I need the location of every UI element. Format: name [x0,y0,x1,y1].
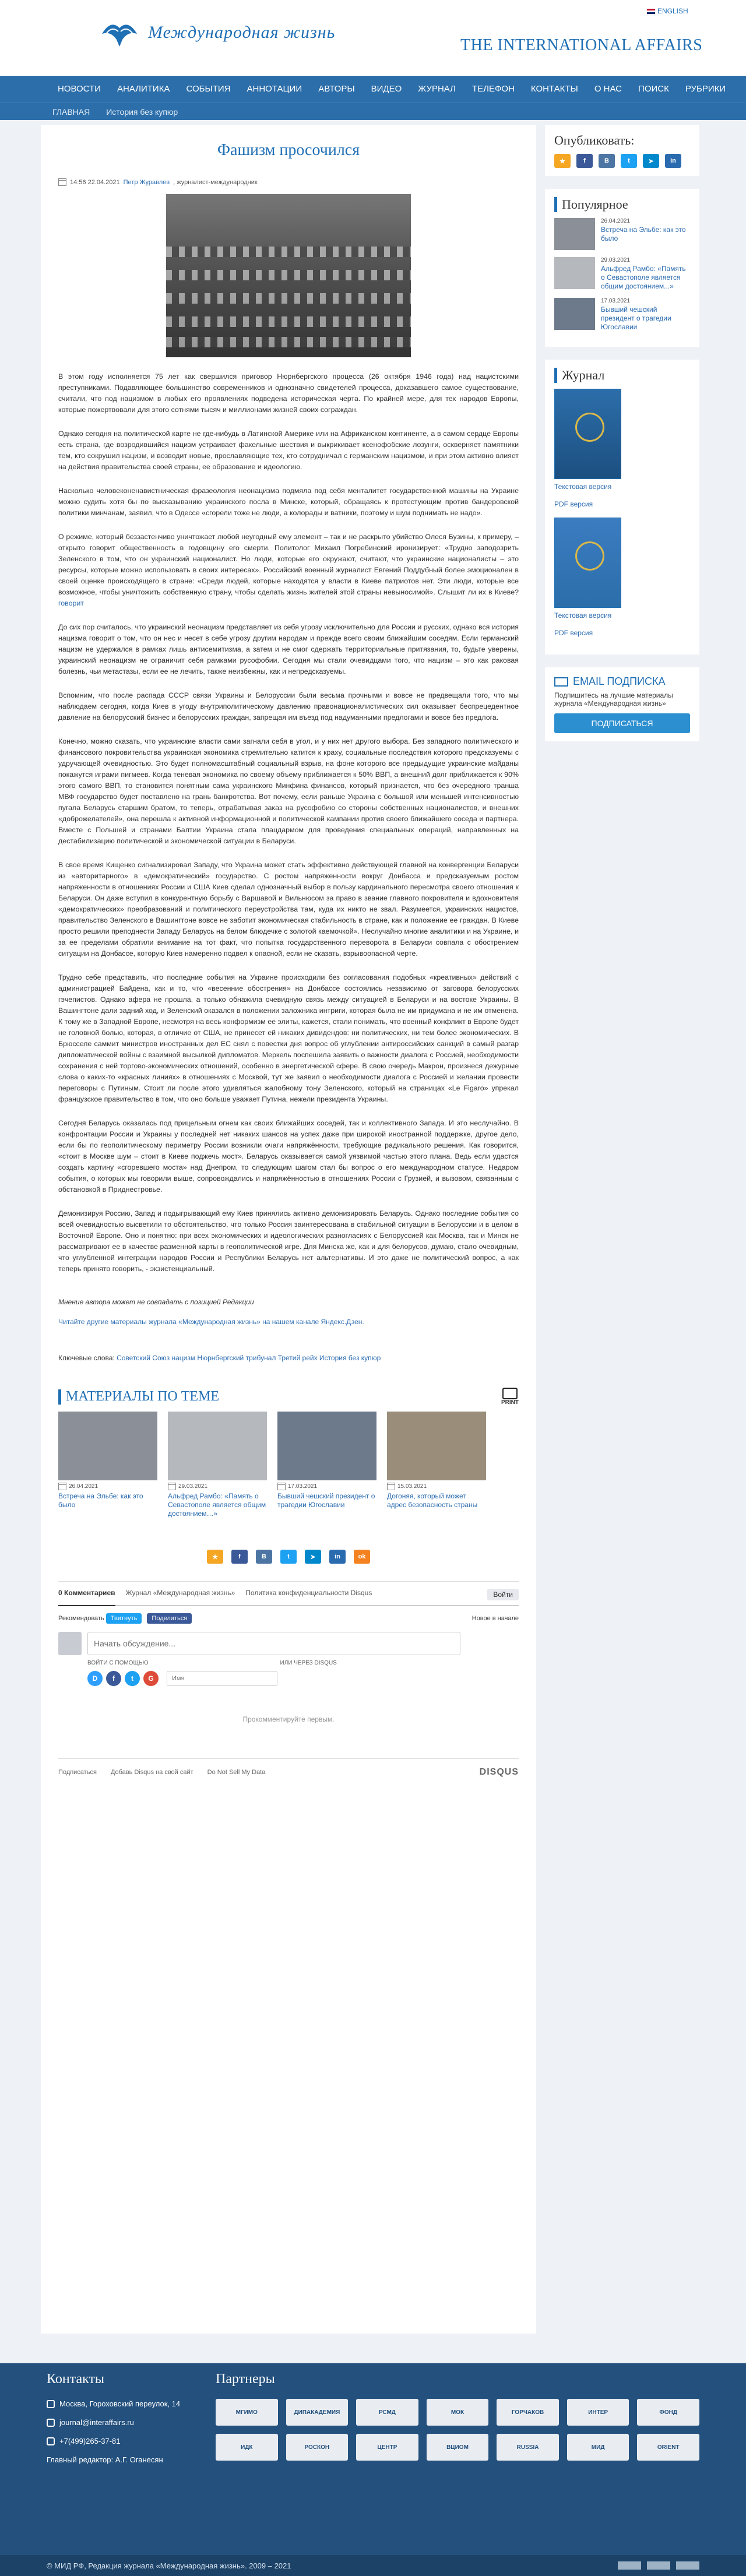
article-paragraph: Однако сегодня на политической карте не где-нибудь в Латинской Америке или на Африканском континенте, а в самом сердце Европы есть страна, где возродившийся нацизм устраивает факельные шествия и выкрикивает ксенофобские лозунги, оскверняет памятники тем, кто сокрушил нацизм, и возводит новые, прославляющие тех, кто сотрудничал с германским нацизмом, и при этом активно влияет на действия правительства своей страны, ее образование и идеологию. [58,430,519,471]
telegram-share-icon[interactable]: ➤ [643,154,659,168]
nav-item-annotations[interactable]: АННОТАЦИИ [247,84,302,94]
tab-comments[interactable]: 0 Комментариев [58,1589,115,1606]
related-card-date: 17.03.2021 [277,1483,376,1490]
no-comments-message: Прокомментируйте первым. [242,1715,335,1723]
email-text: Подпишитесь на лучшие материалы журнала «Международная жизнь» [554,691,673,708]
article-paragraph: В этом году исполняется 75 лет как свершился приговор Нюрнбергского процесса (26 октября 1946 года) над нацистскими преступниками. Подавляющее большинство современников и однозначно свидетелей процесса, доказавшего самое существование, считали, что под нацизмом в любых его проявлениях подведена историческая черта. По крайней мере, для тех народов Европы, которые пожертвовали для этого сотнями тысяч и миллионами жизней своих сограждан. [58,372,519,414]
site-header [0,0,746,76]
related-card-image[interactable] [277,1412,376,1480]
main-nav [0,76,746,103]
popular-title: Популярное [554,197,690,212]
popular-box [545,189,699,347]
publish-title: Опубликовать: [554,133,635,147]
popular-link[interactable]: Альфред Рамбо: «Память о Севастополе является общим достоянием...» [601,265,686,290]
login-with-label: ВОЙТИ С ПОМОЩЬЮ [87,1660,149,1666]
twitter-share-icon[interactable]: t [621,154,637,168]
popular-image[interactable] [554,298,595,330]
google-login-icon[interactable]: G [143,1671,159,1686]
share-buttons [58,1550,519,1564]
nav-item-events[interactable]: СОБЫТИЯ [186,84,231,94]
popular-item[interactable] [554,257,690,291]
popular-image[interactable] [554,257,595,289]
keywords-links[interactable]: Советский Союз нацизм Нюрнбергский трибунал Третий рейх История без купюр [117,1354,381,1362]
related-card-title[interactable]: Бывший чешский президент о трагедии Югославии [277,1492,375,1509]
partner-logo[interactable]: МИД [567,2434,629,2461]
comment-input[interactable] [87,1632,460,1655]
article-paragraph: Вспомним, что после распада СССР связи Украины и Белоруссии были весьма прочными и вовсе не предвещали того, что мы наблюдаем сегодня, когда Киев в угоду внутриполитическому давлению правонационалистических сил оказывает беспрецедентное давление на белорусский бизнес и белорусских граждан, запрещая им въезд под надуманными предлогами и вовсе без предлога. [58,691,519,722]
journal-box [545,360,699,654]
partner-logo[interactable]: ИДК [216,2434,278,2461]
pdf-version-link[interactable]: PDF версия [554,500,593,508]
footer-partners [216,2371,699,2461]
footer-partners-title: Партнеры [216,2371,275,2387]
envelope-icon [554,677,568,687]
related-card[interactable] [58,1412,157,1518]
telegram-share-icon[interactable]: ➤ [305,1550,321,1564]
article-paragraph: До сих пор считалось, что украинский неонацизм представляет из себя угрозу исключительно для России и русских, однако вся история нацизма говорит о том, что он нес и несет в себе угрозу другим народам и прежде всего своим ближайшим соседям. Если германский нацизм не удержался в рамках лишь антисемитизма, а затем и не смог сдержать территориальные притязания, то, будьте уверены, украинский неонацизм не ограничит себя рамками русофобии. Сегодня мы стали очевидцами того, что нацизм – это как раковая болезнь, чьи метастазы, если ее не лечить, также неизбежны, как и непредсказуемы. [58,623,519,675]
partner-logo[interactable]: РОСКОН [286,2434,349,2461]
recommend-button[interactable]: Рекомендовать [58,1615,104,1622]
partner-logo[interactable]: ORIENT [637,2434,699,2461]
publish-share-buttons [554,154,690,168]
email-header: EMAIL ПОДПИСКА [554,675,690,688]
facebook-share-icon[interactable]: f [231,1550,248,1564]
phone-icon [47,2437,55,2445]
nav-item-video[interactable]: ВИДЕО [371,84,402,94]
related-card-date: 15.03.2021 [387,1483,486,1490]
inline-link[interactable]: говорит [58,599,84,607]
disqus-tabs [58,1589,519,1606]
site-footer [0,2363,746,2576]
text-version-link[interactable]: Текстовая версия [554,611,612,620]
sidebar [545,125,699,741]
article-date: 14:56 22.04.2021 [70,178,120,186]
email-subscribe-box [545,667,699,741]
partner-logo[interactable]: МГИМО [216,2399,278,2426]
popular-date: 17.03.2021 [601,298,631,304]
related-card-title[interactable]: Догоняя, который может адрес безопасность страны [387,1492,478,1509]
paragraph-text: О режиме, который беззастенчиво уничтожает любой неугодный ему элемент – так и не раскрыто убийство Олеся Бузины, к примеру, – открыто говорит общественность в годовщину его смерти. Политолог Михаил Погребинский иронизирует: «Трудно заподозрить Зеленского в том, что он украинский националист. Но люди, которые его окружают, считают, что украинские националисты – это ресурсы, которые можно использовать в своих интересах». Российский военный журналист Евгений Поддубный более эмоционален в своей оценке происходящего в стране: «Среди людей, которые находятся у власти в Киеве патриотов нет. Эти люди, которые все возможное, чтобы уничтожить собственную страну, чтобы сделать жизнь жителей этой страны невыносимой». Слышит ли их в Киеве? [58,533,519,596]
article-title: Фашизм просочился [217,141,360,159]
bookmark-share-icon[interactable]: ★ [207,1550,223,1564]
name-input[interactable] [167,1671,277,1686]
mail-icon [47,2419,55,2427]
popular-date: 29.03.2021 [601,257,631,263]
journal-cover[interactable] [554,389,621,479]
counter-badge[interactable] [618,2561,641,2570]
calendar-icon [277,1483,286,1490]
breadcrumb [0,103,746,120]
ok-share-icon[interactable]: ok [354,1550,370,1564]
login-options [87,1660,460,1666]
footer-editor: Главный редактор: А.Г. Оганесян [47,2455,163,2464]
related-header [58,1388,519,1406]
partner-logo[interactable]: ГОРЧАКОВ [497,2399,559,2426]
article-paragraph: В свое время Кищенко сигнализировал Западу, что Украина может стать эффективно действующей главной на конвергенции Беларуси из «авторитарного» в «демократический» государство. С ростом напряженности вокруг Донбасса и предсказуемым ростом напряженности в отношениях России и США Киев сделал однозначный выбор в пользу кардинального пересмотра своего отношения к Беларуси. Он даже вступил в конкурентную борьбу с Варшавой и Вильнюсом за право в звание главного покровителя и вдохновителя «демократических» преобразований и политического переустройства там, куда их никто не звал. Разумеется, украинских нацистов, правительство Зеленского в Вашингтоне вовсе не заботит экономическая стабильность в стране, как и положение ее граждан. В Киеве просто решили преподнести Западу Беларусь на белом блюдечке с золотой каемочкой». Неслучайно многие аналитики и на Украине, и за ее пределами обратили внимание на тот факт, что попытка государственного переворота в Беларуси совпала с обострением ситуации на Донбассе, которую Киев намеренно подвел к опасной, если не сказать, взрывоопасной черте. [58,861,519,958]
partner-logo[interactable]: ДИПАКАДЕМИЯ [286,2399,349,2426]
related-cards [58,1412,519,1518]
partner-logo[interactable]: RUSSIA [497,2434,559,2461]
calendar-icon [387,1483,395,1490]
title-bar [554,368,557,383]
popular-item[interactable] [554,218,690,250]
disqus-actions [58,1613,519,1624]
article-hero-image [166,194,411,357]
publish-box [545,125,699,176]
zen-channel-link[interactable] [58,1318,519,1326]
print-button[interactable] [501,1388,519,1406]
calendar-icon [58,1483,66,1490]
article-paragraph: Трудно себе представить, что последние события на Украине происходили без согласования подобных «креативных» действий с администрацией Байдена, как и то, что «весенние обострения» на Донбассе состоялись независимо от заговора белорусских гэчепистов. Однако афера не прошла, а только обнажила очевидную связь между ситуацией в Беларуси и на востоке Украины. В Вашингтоне дали задний ход, и Зеленский оказался в положении заложника интриги, которая была не им придумана и не им отменена. К тому же в Западной Европе, несмотря на весь конформизм ее элиты, кажется, стали понимать, что военный конфликт в Европе будет не головной болью, которая, в отличие от США, не принесет ей никаких дивидендов: ни политических, ни тем более экономических. В Брюсселе саммит министров иностранных дел ЕС снял с повестки дня вопрос об углублении антироссийских санкций в самый разгар дипломатической войны с взаимной высылкой дипломатов. Меркель поспешила заявить о важности диалога с Россией, необходимости сохранения с ней торгово-экономических отношений, особенно в энергетической сфере. В свою очередь Макрон, произнеся дежурные слова о каких-то «красных линиях» в отношениях с Москвой, тут же заявил о необходимости диалога с Россией и желании провести переговоры с Путиным. Стоит ли после этого удивляться жалобному тону Зеленского, который на страницах «Le Figaro» упрекал французское правительство в том, что оно больше уважает Путина, нежели президента Украины. [58,973,519,1103]
related-card[interactable] [387,1412,486,1518]
calendar-icon [58,178,66,186]
nav-item-about[interactable]: О НАС [594,84,622,94]
related-title-text: МАТЕРИАЛЫ ПО ТЕМЕ [66,1389,220,1404]
partner-logo[interactable]: ИНТЕР [567,2399,629,2426]
article-paragraph [58,532,519,609]
footer-bottom-bar [0,2555,746,2576]
counter-badge[interactable] [676,2561,699,2570]
text-version-link[interactable]: Текстовая версия [554,483,612,491]
disqus-logo[interactable]: DISQUS [479,1767,519,1777]
title-bar [554,197,557,212]
nav-item-journal[interactable]: ЖУРНАЛ [418,84,456,94]
footer-contacts [47,2371,204,2473]
article-paragraph: Насколько человеконенавистническая фразеология неонацизма подмяла под себя менталитет государственной машины на Украине можно судить хотя бы по высказыванию украинского посла в Минске, который, обращаясь к протестующим против бандеровской политики минчанам, заявил, что в Одессе «сгорели тоже не люди, а колорады и ватники, поэтому и шум поднимать не надо». [58,487,519,517]
linkedin-share-icon[interactable]: in [665,154,681,168]
disqus-footer [58,1758,519,1778]
subscribe-link[interactable]: Подписаться [58,1769,97,1776]
popular-link[interactable]: Бывший чешский президент о трагедии Югославии [601,305,671,331]
related-card-date: 26.04.2021 [58,1483,157,1490]
calendar-icon [168,1483,176,1490]
partner-logo[interactable]: ФОНД [637,2399,699,2426]
popular-date: 26.04.2021 [601,218,631,224]
partners-grid [216,2399,699,2461]
popular-image[interactable] [554,218,595,250]
related-title [58,1389,219,1405]
eagle-logo-icon [99,16,140,49]
related-card-image[interactable] [168,1412,267,1480]
nav-item-news[interactable]: НОВОСТИ [58,84,101,94]
tab-privacy[interactable]: Политика конфиденциальности Disqus [245,1589,372,1597]
comments-section [58,1581,519,1778]
share-button[interactable]: Поделиться [147,1613,192,1624]
zen-link[interactable]: Читайте другие материалы журнала «Международная жизнь» на нашем канале Яндекс.Дзен. [58,1318,364,1326]
tweet-button[interactable]: Твитнуть [106,1613,142,1624]
title-bar [58,1389,61,1405]
article-container [41,125,536,2334]
related-card-image[interactable] [58,1412,157,1480]
related-card[interactable] [168,1412,267,1518]
related-card-title[interactable]: Встреча на Эльбе: как это было [58,1492,143,1509]
related-card[interactable] [277,1412,376,1518]
article-paragraph: Демонизируя Россию, Запад и подыгрывающий ему Киев принялись активно демонизировать Беларусь. Однако последние события со всей очевидностью высветили то обстоятельство, что только Россия заинтересована в стабильной ситуации в Белоруссии и в целом в Восточной Европе. Оно и понятно: при всех экономических и идеологических разногласиях с Белоруссией как Москва, так и Минск не рассматривают ее в качестве разменной карты в геополитической игре. Для Минска же, как и для белорусов, думаю, стало очевидным, что углубленной интеграции народов России и Республики Беларусь нет альтернативы. И это даже не политический вопрос, а как теперь принято говорить, - экзистенциальный. [58,1209,519,1273]
partner-logo[interactable]: ЦЕНТР [356,2434,418,2461]
journal-cover[interactable] [554,518,621,608]
sort-select[interactable]: Новое в начале [471,1615,519,1622]
article-paragraph: Сегодня Беларусь оказалась под прицельным огнем как своих ближайших соседей, так и коллективного Запада. И это неслучайно. В конфронтации России и Украины у последней нет никаких шансов на успех даже при широкой иностранной поддержке, другое дело, если бы по геополитическому периметру России возникли очаги напряжённости, требующие радикального решения. Как говорится, «стоит в Москве шум – стоит в Киеве поджечь мост». Беларусь оказывается самой уязвимой частью этого плана. Ведь если удастся создать картину «сгоревшего моста» над Днепром, то следующим шагом стал бы вопрос о его международном статусе. Недаром события, о которых мы говорили выше, сопровождались и напряжённостью в отношениях России с Грузией, и вызовом, связанным с обстановкой в Приднестровье. [58,1119,519,1194]
article-author-role: , журналист-международник [173,178,258,186]
footer-email[interactable]: journal@interaffairs.ru [47,2417,204,2428]
linkedin-share-icon[interactable]: in [329,1550,346,1564]
breadcrumb-rubric[interactable]: История без купюр [106,107,178,117]
related-card-date: 29.03.2021 [168,1483,267,1490]
footer-contacts-title: Контакты [47,2371,105,2387]
popular-item[interactable] [554,298,690,332]
partner-logo[interactable]: МОК [427,2399,489,2426]
article-meta [58,178,519,186]
do-not-sell-link[interactable]: Do Not Sell My Data [207,1769,266,1776]
lang-switch[interactable] [647,7,688,15]
uk-flag-icon [647,9,655,14]
tab-journal[interactable]: Журнал «Международная жизнь» [125,1589,235,1597]
nav-item-contacts[interactable]: КОНТАКТЫ [530,84,578,94]
disqus-login-button[interactable]: Войти [487,1589,519,1600]
login-buttons [87,1671,460,1686]
site-logo[interactable] [99,16,335,49]
facebook-share-icon[interactable]: f [576,154,593,168]
avatar [58,1632,82,1655]
vk-share-icon[interactable]: B [256,1550,272,1564]
vk-share-icon[interactable]: B [599,154,615,168]
nav-item-search[interactable]: ПОИСК [638,84,669,94]
lang-label: ENGLISH [657,7,688,15]
popular-link[interactable]: Встреча на Эльбе: как это было [601,226,686,242]
partner-logo[interactable]: РСМД [356,2399,418,2426]
twitter-login-icon[interactable]: t [125,1671,140,1686]
footer-address: Москва, Гороховский переулок, 14 [47,2399,204,2409]
subscribe-button[interactable]: ПОДПИСАТЬСЯ [554,713,690,733]
nav-item-authors[interactable]: АВТОРЫ [318,84,355,94]
related-card-image[interactable] [387,1412,486,1480]
add-disqus-link[interactable]: Добавь Disqus на свой сайт [110,1769,193,1776]
nav-item-analytics[interactable]: АНАЛИТИКА [117,84,170,94]
partner-logo[interactable]: ВЦИОМ [427,2434,489,2461]
copyright: © МИД РФ, Редакция журнала «Международная жизнь». 2009 – 2021 [47,2561,291,2570]
article-author[interactable]: Петр Журавлев [123,178,170,186]
keywords-label: Ключевые слова: [58,1354,115,1362]
location-icon [47,2400,55,2408]
twitter-share-icon[interactable]: t [280,1550,297,1564]
counters [618,2561,699,2570]
bookmark-share-icon[interactable]: ★ [554,154,571,168]
article-paragraph: Конечно, можно сказать, что украинские власти сами загнали себя в угол, и у них нет другого выбора. Без западного политического и финансового покровительства украинская экономика стремительно катится к краху, социальные последствия которого предсказуемы с удручающей очевидностью. Это будет полномасштабный социальный взрыв, на фоне которого все предыдущие украинские майданы покажутся играми пигмеев. Когда теневая экономика по своему объему приближается к 50% ВВП, а внешний долг приближается к 90% этого самого ВВП, то становится понятным сама украинского Минфина финансов, который признается, что без очередного транша МВФ государство будет поставлено на грань банкротства. Вот почему, если раньше Украина с большой или меньшей интенсивностью пугала Беларусь старшим братом, то теперь, отрабатывая заказ на русофобию со стороны собственных националистов, и внешних «доброжелателей», она перешла к активной информационной и политической кампании против своего ближайшего соседа и партнера. Вместе с Польшей и странами Балтии Украина стала плацдармом для проведения специальных операций, направленных на дестабилизацию политической и экономической ситуации в Беларуси. [58,737,519,845]
nav-item-rubrics[interactable]: РУБРИКИ [685,84,726,94]
facebook-login-icon[interactable]: f [106,1671,121,1686]
breadcrumb-home[interactable]: ГЛАВНАЯ [52,107,90,117]
pdf-version-link[interactable]: PDF версия [554,629,593,637]
nav-item-phone[interactable]: ТЕЛЕФОН [472,84,515,94]
print-label: PRINT [501,1399,519,1406]
logo-ru-text: Международная жизнь [148,23,336,42]
printer-icon [502,1388,518,1399]
comment-composer [58,1632,519,1686]
disqus-login-icon[interactable]: D [87,1671,103,1686]
related-card-title[interactable]: Альфред Рамбо: «Память о Севастополе является общим достоянием…» [168,1492,266,1518]
logo-en-text[interactable]: THE INTERNATIONAL AFFAIRS [460,36,703,54]
opinion-disclaimer: Мнение автора может не совпадать с позицией Редакции [58,1298,254,1306]
counter-badge[interactable] [647,2561,670,2570]
footer-phone: +7(499)265-37-81 [47,2436,204,2447]
or-disqus-label: ИЛИ ЧЕРЕЗ DISQUS [280,1660,337,1666]
keywords [58,1354,519,1362]
journal-title: Журнал [554,368,690,383]
